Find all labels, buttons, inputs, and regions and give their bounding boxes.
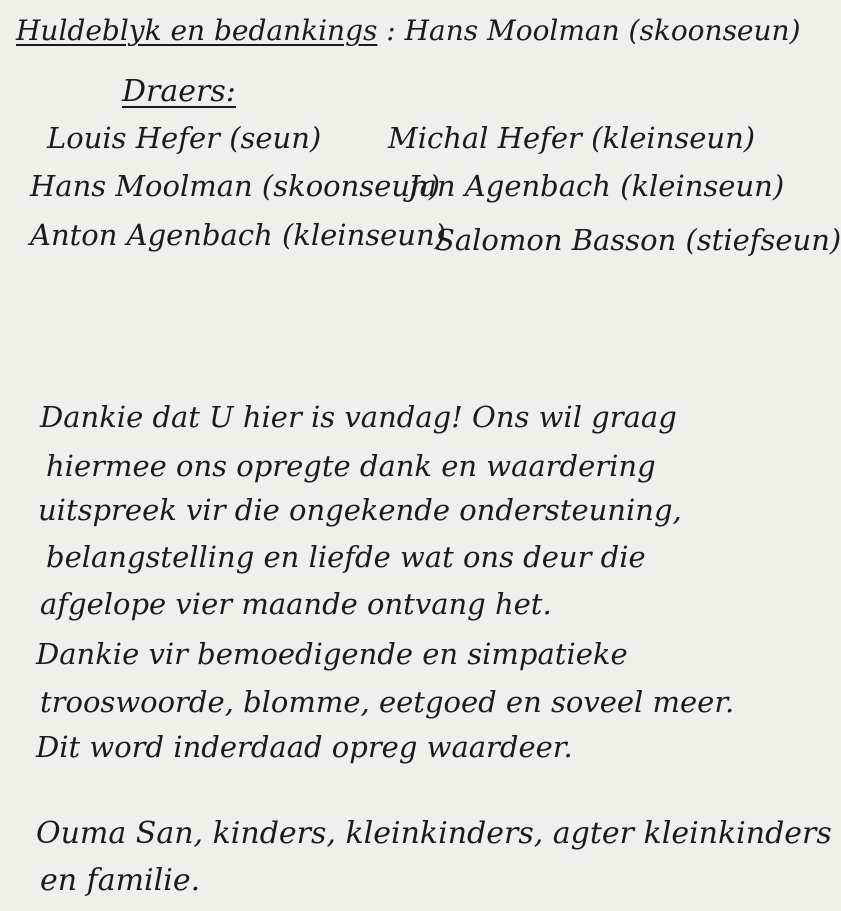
bearer-michal-hefer: Michal Hefer (kleinseun) <box>388 121 756 155</box>
title-name: Hans Moolman (skoonseun) <box>404 14 801 47</box>
title-line <box>16 14 801 47</box>
signature-line-2: en familie. <box>40 863 201 898</box>
bearer-jan-agenbach: Jan Agenbach (kleinseun) <box>408 169 785 203</box>
thanks-line-5: afgelope vier maande ontvang het. <box>40 587 552 621</box>
page-title: Huldeblyk en bedankings <box>16 14 378 47</box>
thanks-line-7: trooswoorde, blomme, eetgoed en soveel meer. <box>40 685 735 719</box>
bearer-anton-agenbach: Anton Agenbach (kleinseun) <box>30 218 446 252</box>
thanks-line-4: belangstelling en liefde wat ons deur die <box>46 540 646 574</box>
bearers-heading: Draers: <box>122 74 236 109</box>
bearer-hans-moolman: Hans Moolman (skoonseun) <box>30 169 441 203</box>
thanks-line-2: hiermee ons opregte dank en waardering <box>46 449 656 483</box>
title-separator: : <box>386 14 396 47</box>
bearer-salomon-basson: Salomon Basson (stiefseun) <box>435 223 841 257</box>
thanks-line-3: uitspreek vir die ongekende ondersteuning, <box>38 493 682 527</box>
thanks-line-8: Dit word inderdaad opreg waardeer. <box>36 730 573 764</box>
thanks-line-6: Dankie vir bemoedigende en simpatieke <box>36 637 628 671</box>
bearer-louis-hefer: Louis Hefer (seun) <box>47 121 322 155</box>
thanks-line-1: Dankie dat U hier is vandag! Ons wil graag <box>40 400 677 434</box>
signature-line-1: Ouma San, kinders, kleinkinders, agter kleinkinders <box>36 816 832 851</box>
